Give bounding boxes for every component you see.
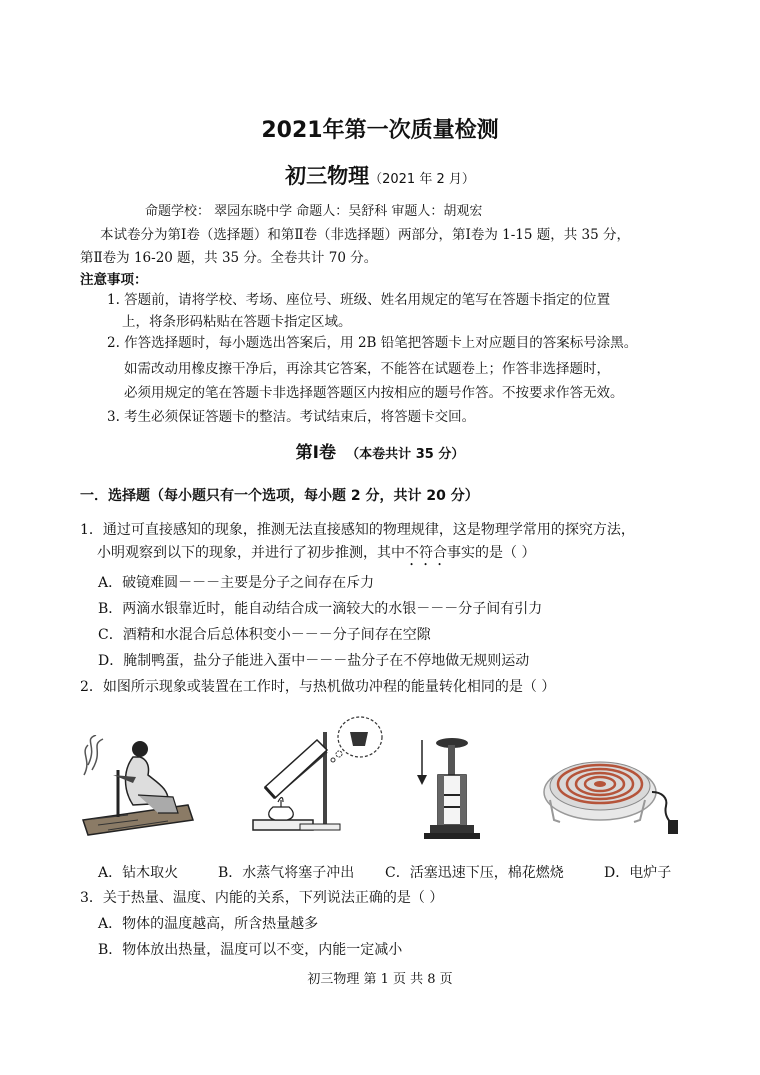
q1-option-a: A．破镜难圆－－－主要是分子之间存在斥力 <box>98 575 375 591</box>
q2-caption-d: D．电炉子 <box>604 865 672 881</box>
q3-option-b: B．物体放出热量，温度可以不变，内能一定减小 <box>98 942 403 958</box>
note-item-3: 3. 考生必须保证答题卡的整洁。考试结束后，将答题卡交回。 <box>107 409 476 425</box>
note-item-2c: 必须用规定的笔在答题卡非选择题答题区内按相应的题号作答。不按要求作答无效。 <box>124 385 624 401</box>
q1-stem-2: 小明观察到以下的现象，并进行了初步推测，其中不符合事实的是（ ） <box>97 545 536 561</box>
author-line: 命题学校： 翠园东晓中学 命题人：吴舒科 审题人：胡观宏 <box>145 204 483 219</box>
part1-heading: 一．选择题（每小题只有一个选项，每小题 2 分，共计 20 分） <box>80 488 479 504</box>
q1-emphasis: 不符合 <box>405 545 447 561</box>
note-item-2b: 如需改动用橡皮擦干净后，再涂其它答案，不能答在试题卷上；作答非选择题时， <box>124 361 610 377</box>
q1-stem-1: 1．通过可直接感知的现象，推测无法直接感知的物理规律，这是物理学常用的探究方法， <box>80 522 635 538</box>
q1-option-c: C．酒精和水混合后总体积变小－－－分子间存在空隙 <box>98 627 431 643</box>
figure-d-electric-stove <box>540 740 685 835</box>
note-item-1a: 1. 答题前，请将学校、考场、座位号、班级、姓名用规定的笔写在答题卡指定的位置 <box>107 292 611 308</box>
page-footer: 初三物理 第 1 页 共 8 页 <box>307 972 453 987</box>
figure-b-steam-stopper <box>245 712 385 842</box>
exam-title: 2021年第一次质量检测 <box>261 118 499 143</box>
figure-a-drilling-wood <box>78 735 198 845</box>
q1-option-d: D．腌制鸭蛋，盐分子能进入蛋中－－－盐分子在不停地做无规则运动 <box>98 653 530 669</box>
q2-caption-b: B．水蒸气将塞子冲出 <box>218 865 355 881</box>
q2-caption-a: A．钻木取火 <box>98 865 179 881</box>
section-name: 第Ⅰ卷 <box>295 443 336 463</box>
exam-date: （2021 年 2 月） <box>369 172 475 187</box>
subject-name: 初三物理 <box>285 164 370 188</box>
notes-heading: 注意事项： <box>80 272 148 288</box>
exam-subtitle <box>0 160 760 190</box>
q2-caption-c: C．活塞迅速下压，棉花燃烧 <box>385 865 564 881</box>
figure-c-piston-cotton <box>410 735 485 845</box>
q3-option-a: A．物体的温度越高，所含热量越多 <box>98 916 319 932</box>
note-item-2a: 2. 作答选择题时，每小题选出答案后，用 2B 铅笔把答题卡上对应题目的答案标号涂黑。 <box>107 335 638 351</box>
note-item-1b: 上，将条形码粘贴在答题卡指定区域。 <box>122 314 352 330</box>
q1-option-b: B．两滴水银靠近时，能自动结合成一滴较大的水银－－－分子间有引力 <box>98 601 543 617</box>
q3-stem: 3．关于热量、温度、内能的关系，下列说法正确的是（ ） <box>80 890 444 906</box>
section-title <box>0 438 760 463</box>
intro-line-2: 第Ⅱ卷为 16-20 题，共 35 分。全卷共计 70 分。 <box>80 250 378 266</box>
q2-stem: 2．如图所示现象或装置在工作时，与热机做功冲程的能量转化相同的是（ ） <box>80 679 556 695</box>
intro-line-1: 本试卷分为第Ⅰ卷（选择题）和第Ⅱ卷（非选择题）两部分，第Ⅰ卷为 1-15 题，共 35 分， <box>100 227 631 243</box>
section-score: （本卷共计 35 分） <box>346 447 465 462</box>
